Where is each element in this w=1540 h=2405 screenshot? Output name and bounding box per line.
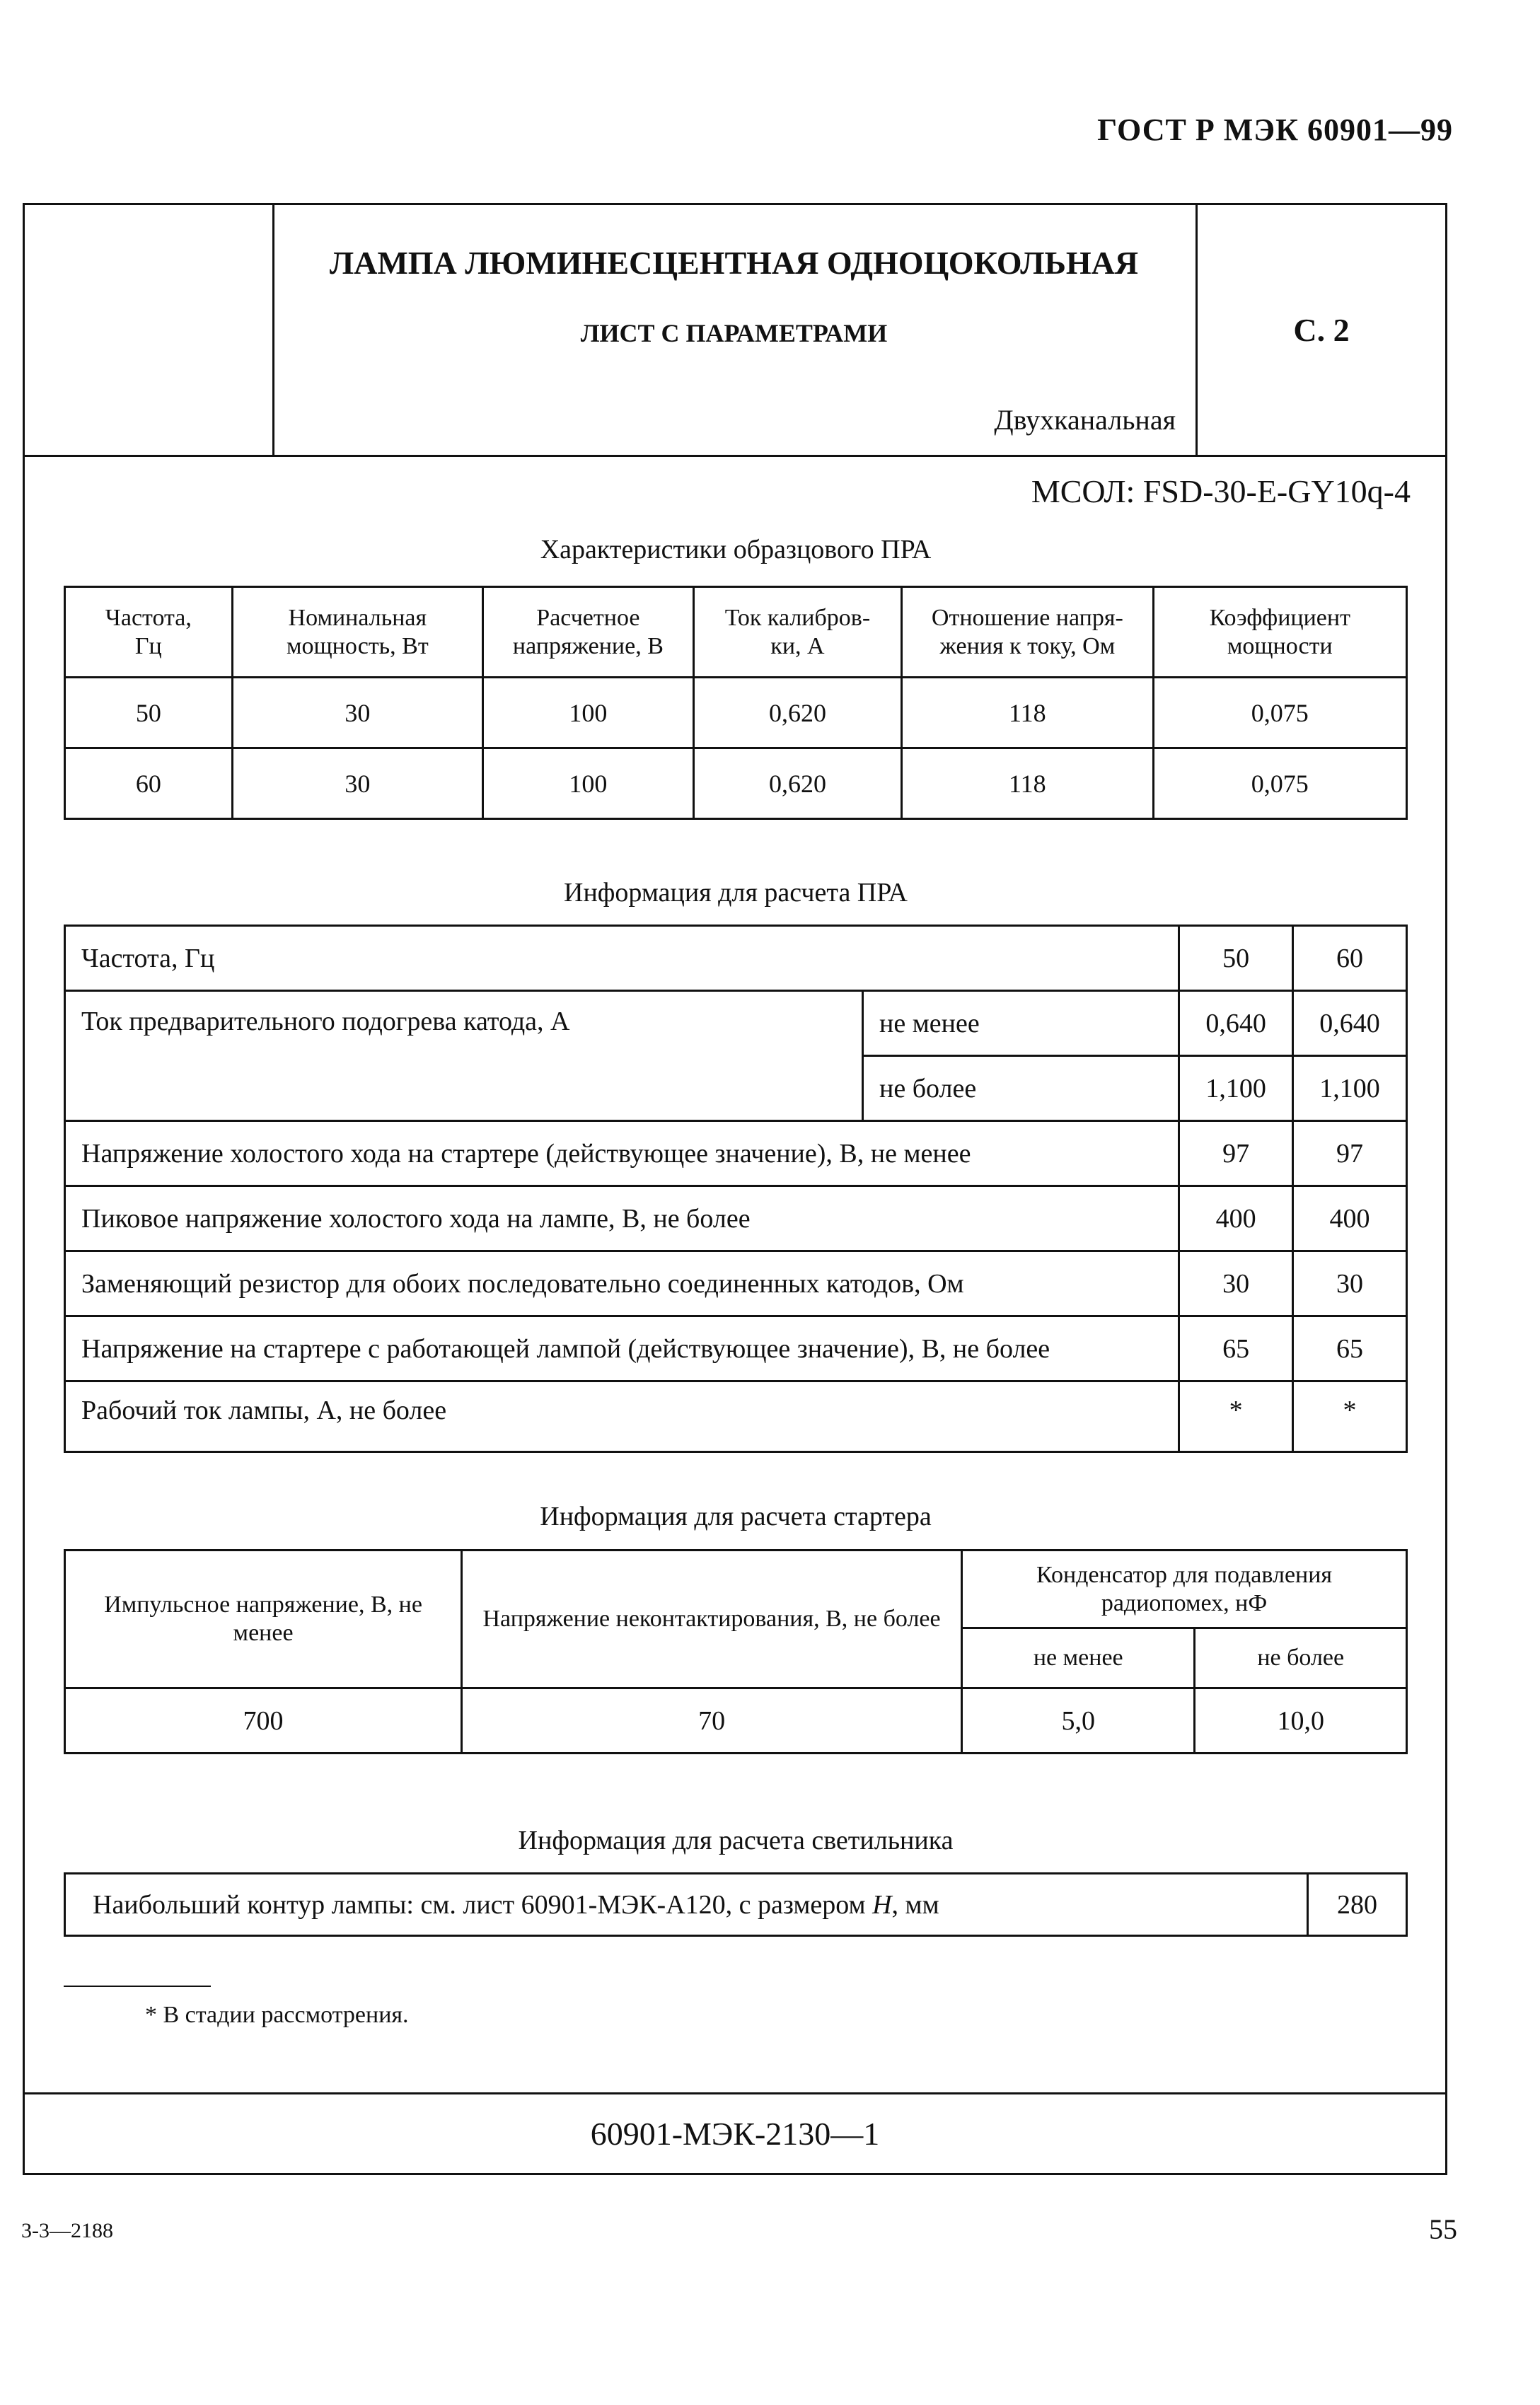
table-cell: 0,075 (1153, 748, 1406, 819)
table-cell: 5,0 (962, 1688, 1195, 1754)
table-cell: Ток предварительного подогрева катода, А (65, 991, 863, 1121)
column-header: Частота, Гц (65, 587, 233, 678)
table-cell: 1,100 (1179, 1056, 1293, 1121)
table-cell: 30 (232, 678, 482, 748)
standard-number: ГОСТ Р МЭК 60901—99 (1097, 112, 1453, 147)
table-cell: 118 (902, 678, 1153, 748)
table-cell: 100 (483, 678, 694, 748)
table-cell: 60 (1293, 926, 1407, 991)
luminaire-calc-caption: Информация для расчета светильника (518, 1826, 954, 1855)
page-number: 55 (1429, 2213, 1457, 2245)
starter-calc-caption: Информация для расчета стартера (540, 1502, 932, 1531)
page-code: С. 2 (1293, 312, 1350, 348)
table-cell: Напряжение на стартере с работающей лампой (действующее значение), В, не более (65, 1316, 1179, 1381)
table-row (65, 1381, 1407, 1452)
table-header-row (65, 587, 1407, 678)
column-header: Ток калибров- ки, А (693, 587, 901, 678)
table-cell: Пиковое напряжение холостого хода на лампе, В, не более (65, 1186, 1179, 1251)
table-cell: не менее (863, 991, 1179, 1056)
table-cell: 60 (65, 748, 233, 819)
table-cell: 65 (1293, 1316, 1407, 1381)
header-divider (23, 455, 1447, 457)
starter-calc-table (64, 1549, 1408, 1754)
table-cell: 100 (483, 748, 694, 819)
footnote-separator (64, 1986, 211, 1987)
table-row (65, 1316, 1407, 1381)
table-header-row (65, 1551, 1407, 1628)
column-header: Номинальная мощность, Вт (232, 587, 482, 678)
luminaire-calc-table (64, 1872, 1408, 1937)
table-cell (65, 1874, 1308, 1936)
table-cell: 0,640 (1293, 991, 1407, 1056)
table-cell: не более (863, 1056, 1179, 1121)
table-row (65, 1874, 1407, 1936)
sheet-subtitle: ЛИСТ С ПАРАМЕТРАМИ (580, 319, 888, 347)
table-cell: 30 (1179, 1251, 1293, 1316)
table-cell: 30 (232, 748, 482, 819)
table-cell: Рабочий ток лампы, А, не более (65, 1381, 1179, 1452)
table-cell: 400 (1179, 1186, 1293, 1251)
luminaire-unit: , мм (891, 1889, 939, 1920)
table-cell: 400 (1293, 1186, 1407, 1251)
table-cell: 30 (1293, 1251, 1407, 1316)
table-cell: 97 (1293, 1121, 1407, 1186)
table-cell: Напряжение холостого хода на стартере (действующее значение), В, не менее (65, 1121, 1179, 1186)
footnote: * В стадии рассмотрения. (145, 2002, 409, 2028)
table-row (65, 926, 1407, 991)
column-header: Расчетное напряжение, В (483, 587, 694, 678)
sheet-code: 60901-МЭК-2130—1 (590, 2116, 880, 2152)
column-header: Отношение напря- жения к току, Ом (902, 587, 1153, 678)
table-cell: 700 (65, 1688, 462, 1754)
table-row (65, 1186, 1407, 1251)
table-cell: 50 (65, 678, 233, 748)
table-row (65, 1121, 1407, 1186)
luminaire-label: Наибольший контур лампы: см. лист 60901-МЭК-А120, с размером (93, 1889, 873, 1920)
table-row (65, 678, 1407, 748)
sheet-title: ЛАМПА ЛЮМИНЕСЦЕНТНАЯ ОДНОЦОКОЛЬНАЯ (329, 245, 1139, 281)
column-header: Конденсатор для подавления радиопомех, нФ (962, 1551, 1407, 1628)
table-cell: 0,620 (693, 678, 901, 748)
table-cell: Частота, Гц (65, 926, 1179, 991)
dimension-symbol: H (872, 1889, 892, 1920)
print-code: 3-3—2188 (21, 2219, 113, 2242)
table-cell: 10,0 (1195, 1688, 1407, 1754)
lamp-variant: Двухканальная (994, 404, 1176, 436)
table-cell: 0,640 (1179, 991, 1293, 1056)
ballast-ref-table (64, 586, 1408, 820)
table-cell: * (1179, 1381, 1293, 1452)
column-header: Коэффициент мощности (1153, 587, 1406, 678)
ballast-calc-caption: Информация для расчета ПРА (564, 878, 908, 908)
table-cell: 65 (1179, 1316, 1293, 1381)
column-header: Напряжение неконтактирования, В, не более (462, 1551, 962, 1688)
table-cell: Заменяющий резистор для обоих последовательно соединенных катодов, Ом (65, 1251, 1179, 1316)
table-row (65, 1251, 1407, 1316)
table-cell: 50 (1179, 926, 1293, 991)
table-row (65, 748, 1407, 819)
table-cell: * (1293, 1381, 1407, 1452)
table-cell: 280 (1308, 1874, 1407, 1936)
ballast-ref-caption: Характеристики образцового ПРА (540, 535, 932, 564)
table-cell: 1,100 (1293, 1056, 1407, 1121)
table-row (65, 991, 1407, 1056)
table-cell: 0,620 (693, 748, 901, 819)
table-cell: 0,075 (1153, 678, 1406, 748)
table-cell: 118 (902, 748, 1153, 819)
table-row (65, 1688, 1407, 1754)
column-header: Импульсное напряжение, В, не менее (65, 1551, 462, 1688)
table-cell: 97 (1179, 1121, 1293, 1186)
footer-divider (23, 2092, 1447, 2094)
lamp-designation: МСОЛ: FSD-30-E-GY10q-4 (1031, 473, 1411, 509)
table-cell: 70 (462, 1688, 962, 1754)
ballast-calc-table (64, 925, 1408, 1453)
column-header: не менее (962, 1628, 1195, 1688)
column-header: не более (1195, 1628, 1407, 1688)
